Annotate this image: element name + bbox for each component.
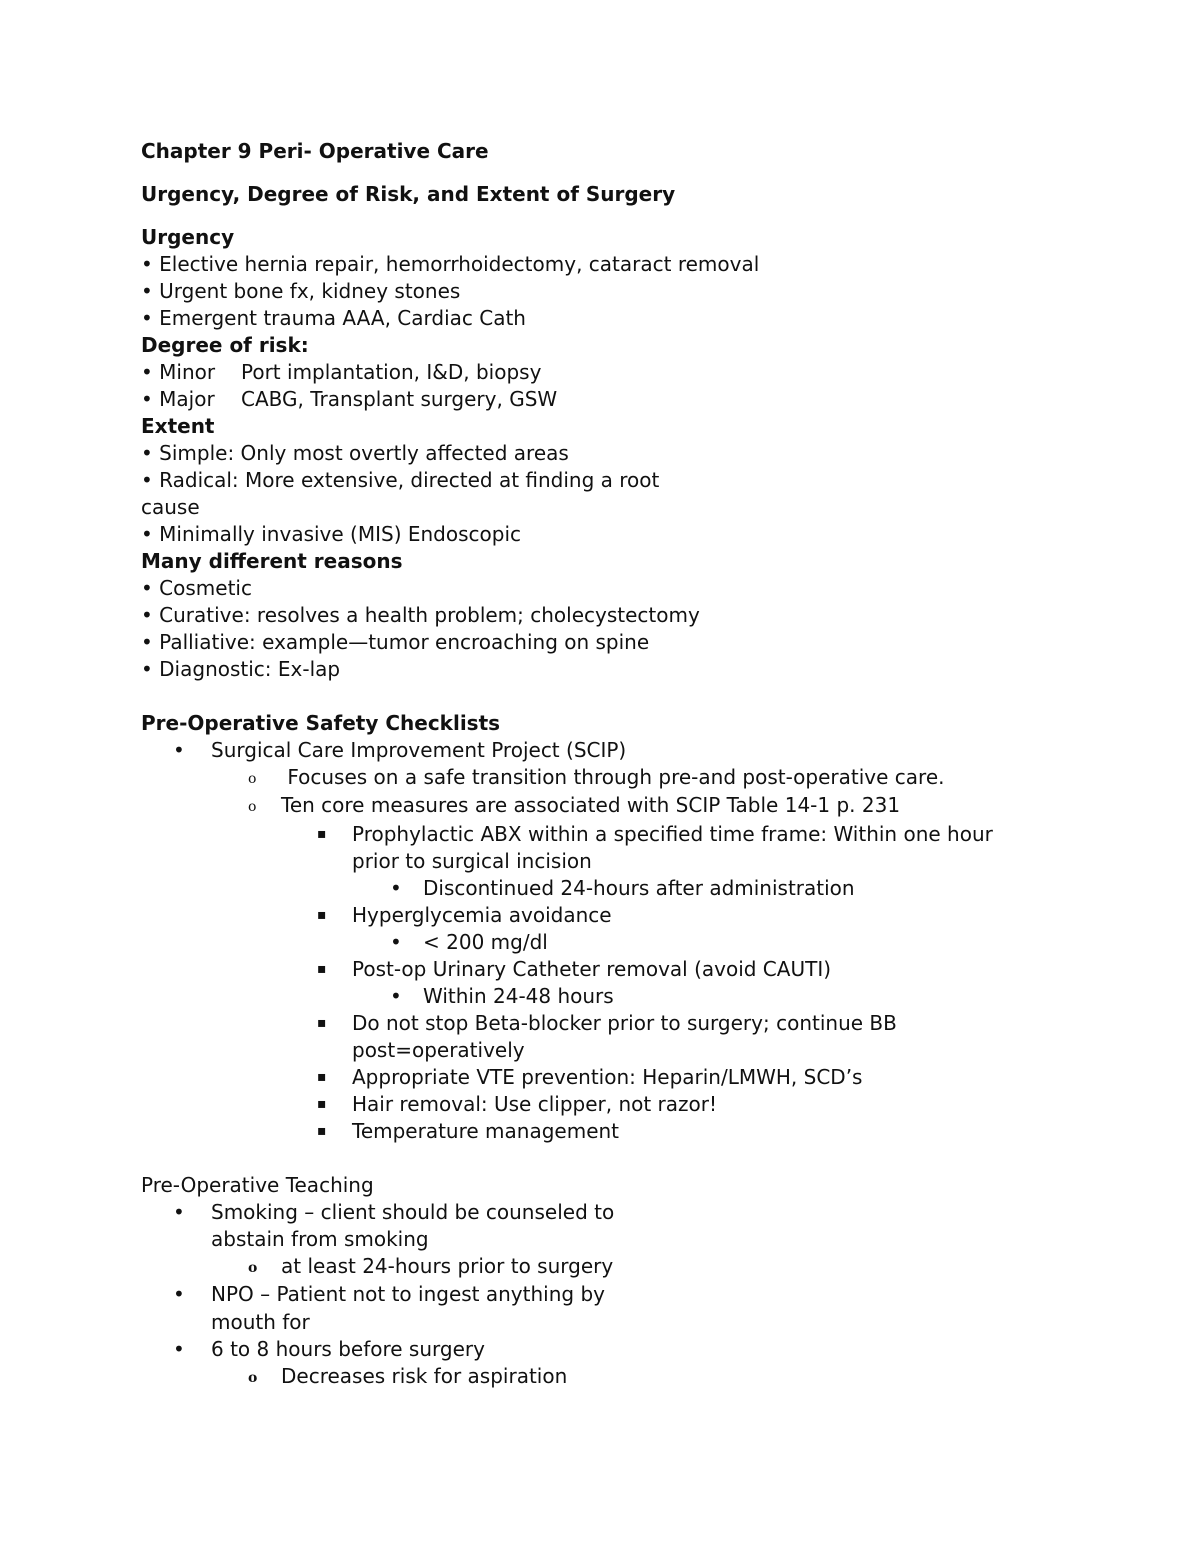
list-item: • < 200 mg/dl — [390, 930, 548, 954]
risk-text: CABG, Transplant surgery, GSW — [241, 387, 558, 411]
bullet-icon: • — [390, 984, 402, 1008]
checklists-heading: Pre-Operative Safety Checklists — [141, 711, 501, 735]
circle-bullet-icon: o — [248, 1370, 258, 1386]
risk-text: Port implantation, I&D, biopsy — [241, 360, 542, 384]
risk-label: • Major — [141, 387, 215, 411]
document-page — [141, 138, 1101, 1390]
list-item: ▪ Post-op Urinary Catheter removal (avoid CAUTI) — [317, 957, 832, 981]
square-bullet-icon: ▪ — [317, 907, 327, 923]
list-item: • NPO – Patient not to ingest anything by — [173, 1282, 605, 1306]
circle-bullet-icon: o — [248, 799, 257, 815]
list-item: ▪ Do not stop Beta-blocker prior to surgery; continue BB — [317, 1011, 897, 1035]
document-title: Chapter 9 Peri- Operative Care — [141, 139, 489, 163]
list-item: • Diagnostic: Ex-lap — [141, 657, 341, 681]
list-item: ▪ Hyperglycemia avoidance — [317, 903, 612, 927]
list-item: • Palliative: example—tumor encroaching on spine — [141, 630, 650, 654]
circle-bullet-icon: o — [248, 771, 257, 787]
list-item: • Surgical Care Improvement Project (SCIP) — [173, 738, 627, 762]
spacer — [141, 683, 1101, 710]
square-bullet-icon: ▪ — [317, 1123, 327, 1139]
list-item: • Within 24-48 hours — [390, 984, 614, 1008]
risk-label: • Minor — [141, 360, 216, 384]
list-item-continuation: post=operatively — [352, 1038, 525, 1062]
bullet-icon: • — [173, 1200, 185, 1224]
list-item — [141, 386, 1101, 413]
spacer — [141, 1145, 1101, 1172]
reasons-heading: Many different reasons — [141, 549, 403, 573]
list-item-continuation: mouth for — [211, 1310, 310, 1334]
list-item: • Urgent bone fx, kidney stones — [141, 279, 461, 303]
list-item: • Smoking – client should be counseled to — [173, 1200, 615, 1224]
bullet-icon: • — [390, 876, 402, 900]
list-item: o Ten core measures are associated with SCIP Table 14-1 p. 231 — [141, 792, 1101, 821]
document-subtitle: Urgency, Degree of Risk, and Extent of Surgery — [141, 182, 676, 206]
square-bullet-icon: ▪ — [317, 1069, 327, 1085]
list-item: • Elective hernia repair, hemorrhoidectomy, cataract removal — [141, 252, 760, 276]
list-item: • Radical: More extensive, directed at finding a root — [141, 468, 660, 492]
list-item: o Focuses on a safe transition through pre-and post-operative care. — [141, 764, 1101, 792]
list-item: • Cosmetic — [141, 576, 252, 600]
bullet-icon: • — [173, 738, 185, 762]
square-bullet-icon: ▪ — [317, 1015, 327, 1031]
bullet-icon: • — [173, 1337, 185, 1361]
bullet-icon: • — [173, 1282, 185, 1306]
square-bullet-icon: ▪ — [317, 826, 327, 842]
list-item: cause — [141, 495, 200, 519]
list-item: • Simple: Only most overtly affected areas — [141, 441, 569, 465]
list-item: ▪ Hair removal: Use clipper, not razor! — [317, 1092, 718, 1116]
risk-heading: Degree of risk: — [141, 333, 309, 357]
list-item: ▪ Appropriate VTE prevention: Heparin/LMWH, SCD’s — [317, 1065, 863, 1089]
circle-bullet-icon: o — [248, 1260, 258, 1276]
square-bullet-icon: ▪ — [317, 961, 327, 977]
list-item-continuation: abstain from smoking — [211, 1227, 429, 1251]
list-item: • Curative: resolves a health problem; cholecystectomy — [141, 603, 700, 627]
list-item: ▪ Prophylactic ABX within a specified time frame: Within one hour — [317, 822, 993, 846]
list-item: o at least 24-hours prior to surgery — [141, 1253, 1101, 1281]
urgency-heading: Urgency — [141, 225, 235, 249]
list-item-continuation: prior to surgical incision — [352, 849, 592, 873]
extent-heading: Extent — [141, 414, 215, 438]
list-item: o Decreases risk for aspiration — [141, 1363, 1101, 1390]
list-item: • Discontinued 24-hours after administration — [390, 876, 855, 900]
list-item — [141, 359, 1101, 386]
list-item: • Minimally invasive (MIS) Endoscopic — [141, 522, 521, 546]
bullet-icon: • — [390, 930, 402, 954]
list-item: • Emergent trauma AAA, Cardiac Cath — [141, 306, 526, 330]
teaching-heading: Pre-Operative Teaching — [141, 1173, 374, 1197]
list-item: • 6 to 8 hours before surgery — [173, 1337, 485, 1361]
square-bullet-icon: ▪ — [317, 1096, 327, 1112]
list-item: ▪ Temperature management — [317, 1119, 620, 1143]
